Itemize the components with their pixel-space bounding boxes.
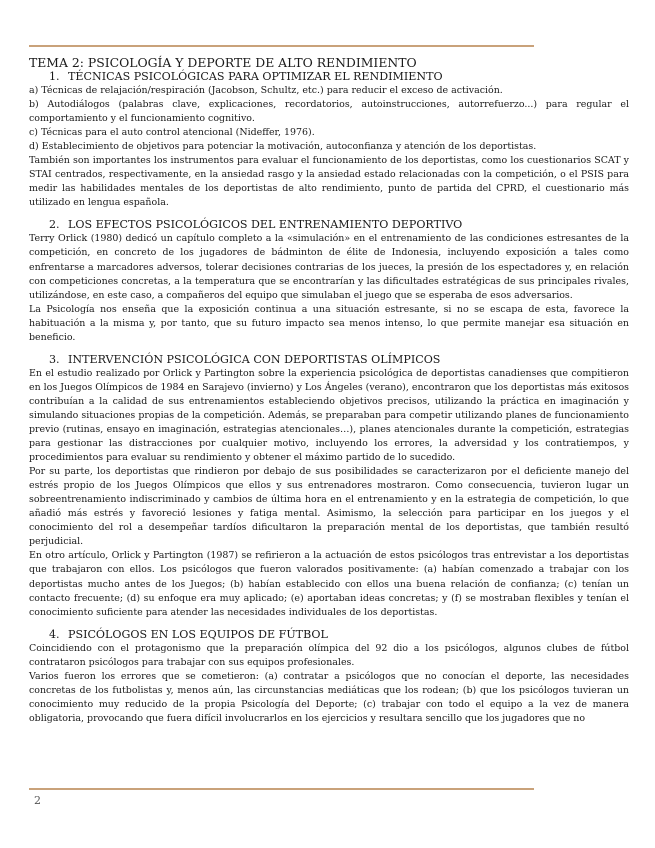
paragraph: Terry Orlick (1980) dedicó un capítulo completo a la «simulación» en el entrenamiento de las condiciones estresantes de la competición, en concreto de los jugadores de bádminton de élite de Indonesia, incluyendo exposición a tales como enfrentarse a marcadores adversos, tolerar decisiones contrarias de los jueces, la presión de los espectadores y, en relación con competiciones concretas, a la temperatura que se encontrarían y las dificultades estratégicas de sus principales rivales, utilizándose, en este caso, a compañeros del equipo que simulaban el juego que se esperaba de esos adversarios. <box>29 233 629 301</box>
paragraph: a) Técnicas de relajación/respiración (Jacobson, Schultz, etc.) para reducir el exceso de activación. <box>29 85 503 96</box>
section-heading <box>29 70 629 84</box>
section-number: 2. <box>49 218 60 232</box>
paragraph: b) Autodiálogos (palabras clave, explicaciones, recordatorios, autoinstrucciones, autorrefuerzo...) para regular el comportamiento y el funcionamiento cognitivo. <box>29 99 629 125</box>
section-number: 1. <box>49 70 60 83</box>
paragraph: La Psicología nos enseña que la exposición continua a una situación estresante, si no se escapa de esta, favorece la habituación a la misma y, por tanto, que su futuro impacto sea menos intenso, lo que permite manejar esa situación en beneficio. <box>29 303 629 343</box>
section-title: PSICÓLOGOS EN LOS EQUIPOS DE FÚTBOL <box>68 627 328 641</box>
section-title: LOS EFECTOS PSICOLÓGICOS DEL ENTRENAMIENTO DEPORTIVO <box>68 218 463 232</box>
section-number: 4. <box>49 627 60 641</box>
paragraph: Coincidiendo con el protagonismo que la preparación olímpica del 92 dio a los psicólogos, algunos clubes de fútbol contrataron psicólogos para trabajar con sus equipos profesionales. <box>29 642 629 668</box>
document-body <box>29 55 629 726</box>
paragraph: Por su parte, los deportistas que rindieron por debajo de sus posibilidades se caracterizaron por el deficiente manejo del estrés propio de los Juegos Olímpicos que ellos y sus entrenadores mostraron. Como consecuencia, tuvieron lugar un sobreentrenamiento indiscriminado y cambios de última hora en el entrenamiento y en la estrategia de competición, lo que añadió más estrés y favoreció lesiones y fatiga mental. Asimismo, la selección para participar en los juegos y el conocimiento del rol a desempeñar tardíos dificultaron la preparación mental de los deportistas, que también resultó perjudicial. <box>29 466 629 548</box>
paragraph: Varios fueron los errores que se cometieron: (a) contratar a psicólogos que no conocían el deporte, las necesidades concretas de los futbolistas y, menos aún, las circunstancias mediáticas que los rodean; (b) que los psicólogos tuvieran un conocimiento muy reducido de la propia Psicología del Deporte; (c) trabajar con todo el equipo a la vez de manera obligatoria, provocando que fuera difícil involucrarlos en los ejercicios y resultara sencillo que los jugadores que no <box>29 670 629 724</box>
section-heading <box>29 628 629 642</box>
paragraph: En otro artículo, Orlick y Partington (1987) se refirieron a la actuación de estos psicólogos tras entrevistar a los deportistas que trabajaron con ellos. Los psicólogos que fueron valorados positivamente: (a) habían comenzado a trabajar con los deportistas mucho antes de los Juegos; (b) habían establecido con ellos una buena relación de confianza; (c) tenían un contacto frecuente; (d) su enfoque era muy aplicado; (e) aportaban ideas concretas; y (f) se mostraban flexibles y tenían el conocimiento suficiente para atender las necesidades individuales de los deportistas. <box>29 550 629 618</box>
section-title: INTERVENCIÓN PSICOLÓGICA CON DEPORTISTAS OLÍMPICOS <box>68 352 441 366</box>
footer-rule <box>29 788 534 790</box>
section-heading <box>29 218 629 232</box>
paragraph: c) Técnicas para el auto control atencional (Nideffer, 1976). <box>29 127 315 139</box>
header-rule <box>29 45 534 47</box>
section-title: TÉCNICAS PSICOLÓGICAS PARA OPTIMIZAR EL RENDIMIENTO <box>68 70 443 83</box>
page-number: 2 <box>34 794 41 807</box>
section-number: 3. <box>49 352 60 366</box>
section-heading <box>29 353 629 367</box>
paragraph: En el estudio realizado por Orlick y Partington sobre la experiencia psicológica de deportistas canadienses que compitieron en los Juegos Olímpicos de 1984 en Sarajevo (invierno) y Los Ángeles (verano), encontraron que los deportistas más exitosos contribuían a la calidad de sus entrenamientos estableciendo objetivos precisos, utilizando la práctica en imaginación y simulando situaciones propias de la competición. Además, se preparaban para competir utilizando planes de funcionamiento previo (rutinas, ensayo en imaginación, estrategias atencionales…), planes atencionales durante la competición, estrategias para gestionar las distracciones por cualquier motivo, incluyendo los errores, la adversidad y los contratiempos, y procedimientos para evaluar su rendimiento y obtener el máximo partido de lo sucedido. <box>29 367 629 464</box>
paragraph: d) Establecimiento de objetivos para potenciar la motivación, autoconfianza y atención de los deportistas. <box>29 141 537 153</box>
paragraph: También son importantes los instrumentos para evaluar el funcionamiento de los deportistas, como los cuestionarios SCAT y STAI centrados, respectivamente, en la ansiedad rasgo y la ansiedad estado relacionadas con la competición, o el PSIS para medir las habilidades mentales de los deportistas de alto rendimiento, punto de partida del CPRD, el cuestionario más utilizado en lengua española. <box>29 155 629 209</box>
page-title: TEMA 2: PSICOLOGÍA Y DEPORTE DE ALTO RENDIMIENTO <box>29 55 417 70</box>
